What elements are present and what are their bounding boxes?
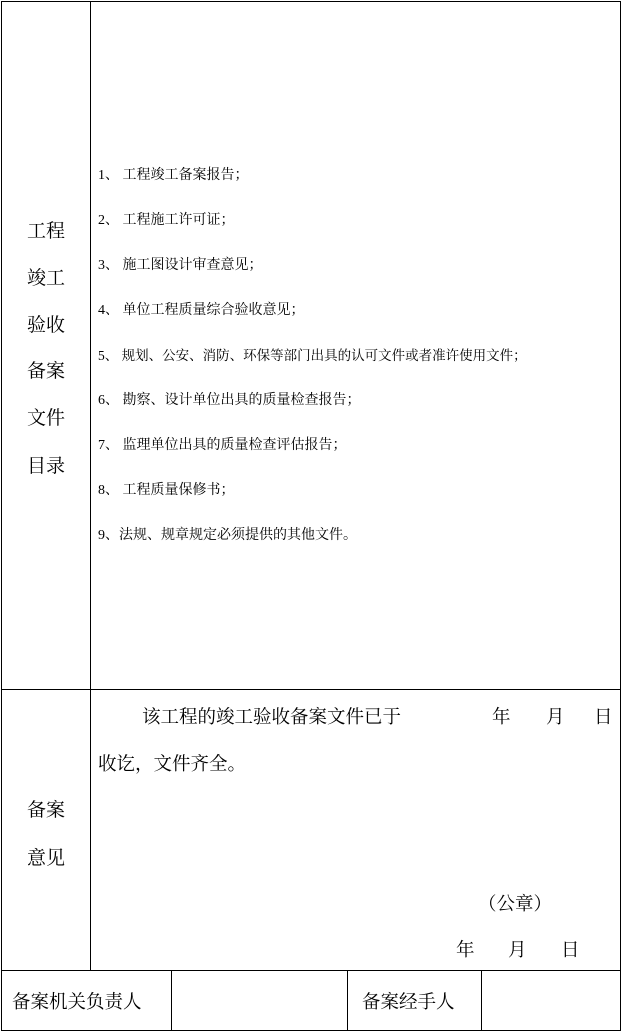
opinion-date2-month: 月 [508, 940, 527, 961]
opinion-label-line-2: 意见 [26, 847, 65, 869]
opinion-date1-year: 年 [492, 707, 511, 728]
row-divider-2 [1, 970, 621, 971]
authority-head-label: 备案机关负责人 [12, 992, 142, 1013]
files-label-line-6: 目录 [26, 455, 65, 477]
files-label-line-1: 工程 [26, 220, 65, 242]
opinion-date2-year: 年 [456, 940, 475, 961]
border-bottom [1, 1030, 621, 1031]
opinion-date2-day: 日 [561, 940, 580, 961]
opinion-line-1: 该工程的竣工验收备案文件已于 [142, 707, 402, 728]
file-item-6: 6、 勘察、设计单位出具的质量检查报告； [98, 393, 361, 408]
opinion-section-label [2, 689, 90, 970]
file-item-9: 9、法规、规章规定必须提供的其他文件。 [98, 528, 357, 543]
opinion-label-line-1: 备案 [26, 799, 65, 821]
opinion-line-2: 收讫，文件齐全。 [98, 754, 247, 775]
handler-field[interactable] [486, 988, 614, 1012]
footer-divider-3 [481, 970, 482, 1031]
file-item-1: 1、 工程竣工备案报告； [98, 168, 249, 183]
row-divider-1 [1, 689, 621, 690]
border-top [1, 1, 621, 2]
file-item-5: 5、 规划、公安、消防、环保等部门出具的认可文件或者准许使用文件； [98, 348, 527, 363]
opinion-date1-day: 日 [594, 707, 613, 728]
opinion-date1-month: 月 [546, 707, 565, 728]
label-column-divider [90, 1, 91, 970]
files-label-line-2: 竣工 [26, 267, 65, 289]
file-item-4: 4、 单位工程质量综合验收意见； [98, 303, 305, 318]
authority-head-field[interactable] [176, 988, 342, 1012]
file-item-2: 2、 工程施工许可证； [98, 213, 235, 228]
files-label-line-5: 文件 [26, 407, 65, 429]
file-item-7: 7、 监理单位出具的质量检查评估报告； [98, 438, 347, 453]
file-item-3: 3、 施工图设计审查意见； [98, 258, 263, 273]
footer-divider-1 [171, 970, 172, 1031]
files-section-label [2, 0, 90, 689]
files-label-line-3: 验收 [26, 314, 65, 336]
files-label-line-4: 备案 [26, 360, 65, 382]
footer-divider-2 [347, 970, 348, 1031]
official-seal-label: （公章） [478, 894, 553, 915]
border-right [620, 1, 621, 1031]
file-item-8: 8、 工程质量保修书； [98, 483, 235, 498]
handler-label: 备案经手人 [362, 992, 455, 1013]
